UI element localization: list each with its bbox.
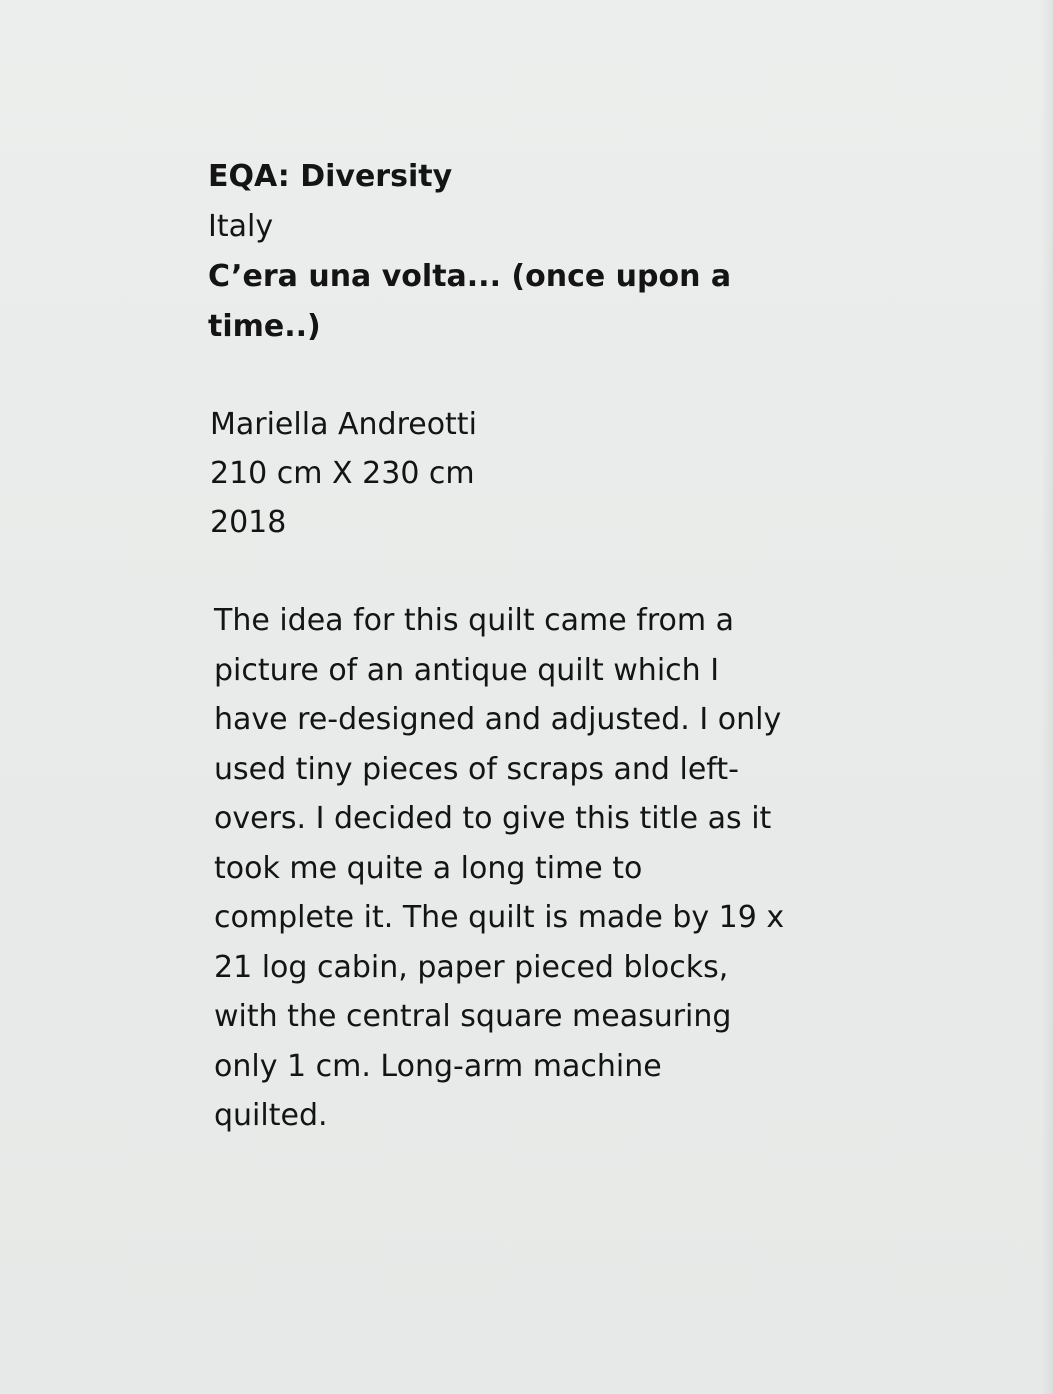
description-line: 21 log cabin, paper pieced blocks, xyxy=(214,949,729,985)
description-line: only 1 cm. Long-arm machine xyxy=(214,1048,662,1084)
description-line: overs. I decided to give this title as it xyxy=(214,801,772,836)
country: Italy xyxy=(208,209,274,244)
description xyxy=(214,596,974,1141)
description-line: complete it. The quilt is made by 19 x xyxy=(214,900,785,935)
description-line: with the central square measuring xyxy=(214,999,732,1034)
quilt-title-line: time..) xyxy=(208,309,321,344)
dimensions: 210 cm X 230 cm xyxy=(210,456,475,491)
quilt-title-line: C’era una volta... (once upon a xyxy=(208,259,732,294)
description-line: The idea for this quilt came from a xyxy=(214,603,735,638)
label-meta xyxy=(210,400,910,547)
exhibition-name: EQA: Diversity xyxy=(208,159,453,194)
description-line: took me quite a long time to xyxy=(214,850,643,886)
description-line: have re-designed and adjusted. I only xyxy=(214,702,782,737)
year: 2018 xyxy=(210,505,287,540)
description-line: picture of an antique quilt which I xyxy=(214,652,720,688)
label-header xyxy=(208,152,908,352)
description-line: used tiny pieces of scraps and left- xyxy=(214,751,739,787)
description-line: quilted. xyxy=(214,1098,328,1133)
artist-name: Mariella Andreotti xyxy=(210,407,477,442)
